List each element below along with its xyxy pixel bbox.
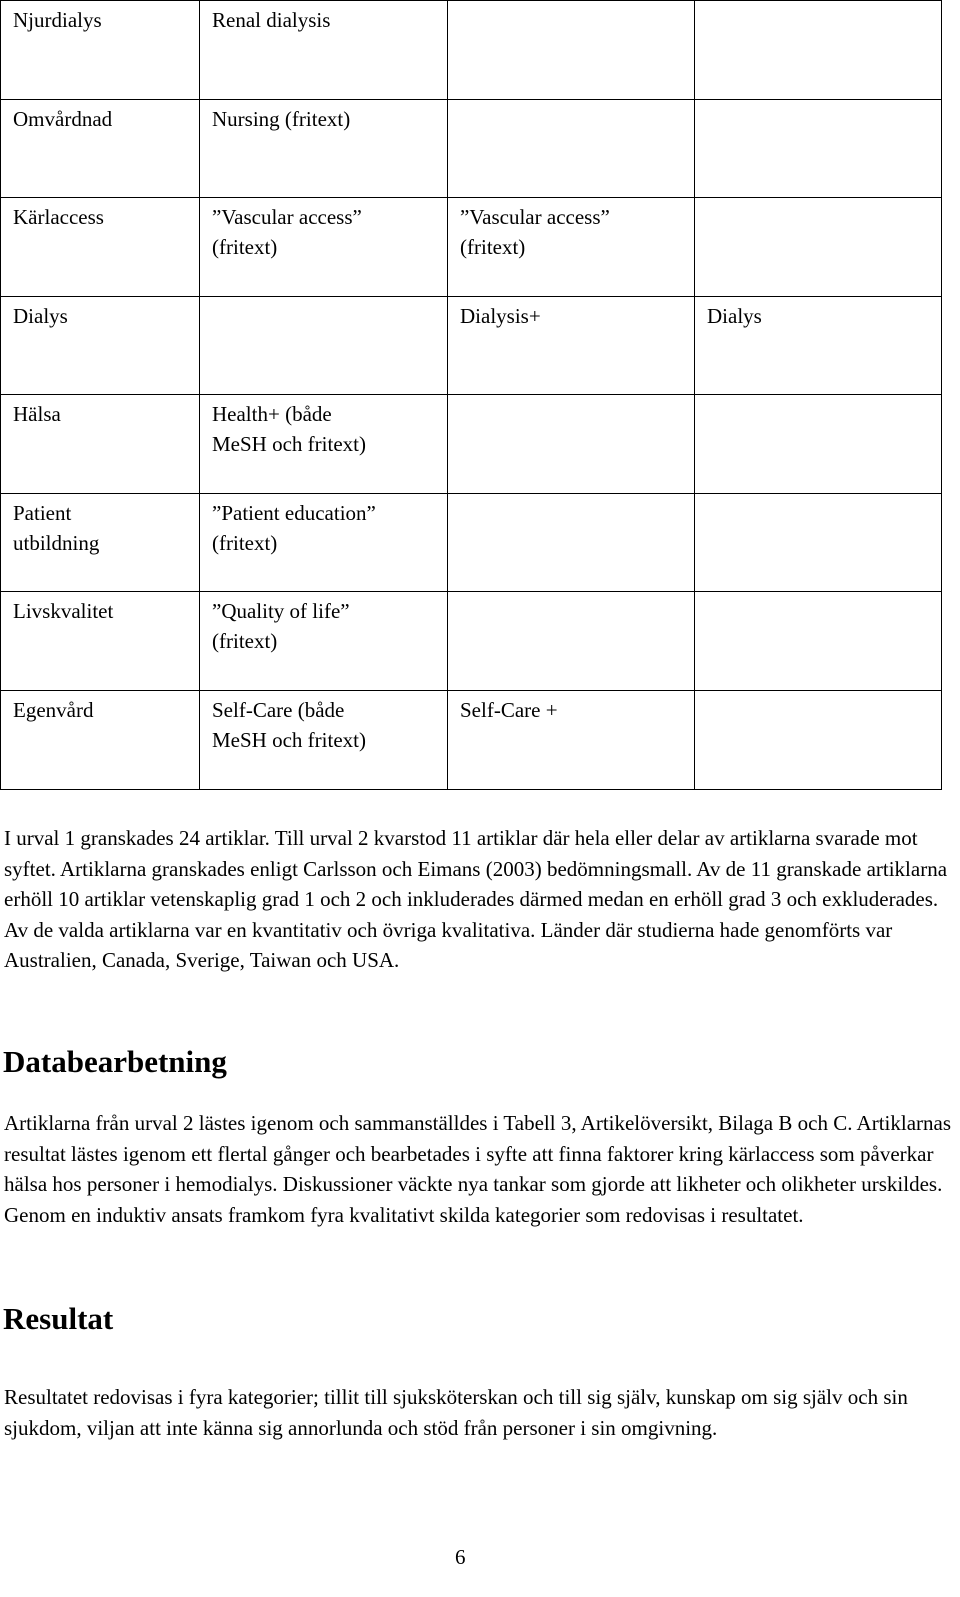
selection-paragraph: I urval 1 granskades 24 artiklar. Till urval 2 kvarstod 11 artiklar där hela eller delar av artiklarna svarade mot syftet. Artiklarna granskades enligt Carlsson och Eimans (2003) bedömningsmall. Av de 11 granskade artiklarna erhöll 10 artiklar vetenskaplig grad 1 och 2 och inkluderades därmed medan en erhöll grad 3 och exkluderades. Av de valda artiklarna var en kvantitativ och övriga kvalitativa. Länder där studierna hade genomförts var Australien, Canada, Sverige, Taiwan och USA.	[4, 826, 948, 973]
section-heading-resultat: Resultat	[3, 1301, 114, 1336]
table-cell: Dialysis+	[448, 297, 695, 395]
table-cell: ”Vascular access” (fritext)	[448, 198, 695, 297]
table-cell: Njurdialys	[1, 1, 200, 100]
table-cell	[695, 592, 942, 691]
table-cell: ”Quality of life” (fritext)	[200, 592, 448, 691]
table-row	[1, 100, 942, 198]
table-row	[1, 691, 942, 790]
table-cell	[448, 494, 695, 592]
table-row	[1, 592, 942, 691]
table-cell	[448, 592, 695, 691]
table-cell: ”Patient education” (fritext)	[200, 494, 448, 592]
table-cell	[448, 100, 695, 198]
table-cell: Self-Care +	[448, 691, 695, 790]
table-cell	[695, 198, 942, 297]
table-cell: Egenvård	[1, 691, 200, 790]
table-cell: Patient utbildning	[1, 494, 200, 592]
table-cell: Hälsa	[1, 395, 200, 494]
table-cell: Omvårdnad	[1, 100, 200, 198]
table-cell: Dialys	[695, 297, 942, 395]
table-row	[1, 1, 942, 100]
table-cell	[695, 395, 942, 494]
table-row	[1, 297, 942, 395]
table-row	[1, 395, 942, 494]
data-processing-paragraph: Artiklarna från urval 2 lästes igenom och sammanställdes i Tabell 3, Artikelöversikt, Bilaga B och C. Artiklarnas resultat lästes igenom ett flertal gånger och bearbetades i syfte att finna faktorer kring kärlaccess som påverkar hälsa hos personer i hemodialys. Diskussioner väckte nya tankar som gjorde att likheter och olikheter urskildes. Genom en induktiv ansats framkom fyra kvalitativt skilda kategorier som redovisas i resultatet.	[4, 1111, 952, 1227]
table-cell: Nursing (fritext)	[200, 100, 448, 198]
page-number: 6	[455, 1545, 466, 1569]
table-cell	[695, 494, 942, 592]
search-terms-table	[0, 0, 942, 790]
table-cell: Dialys	[1, 297, 200, 395]
table-cell: Kärlaccess	[1, 198, 200, 297]
table-cell	[448, 395, 695, 494]
section-heading-databearbetning: Databearbetning	[3, 1044, 227, 1079]
table-cell	[448, 1, 695, 100]
table-row	[1, 198, 942, 297]
table-row	[1, 494, 942, 592]
table-cell	[200, 297, 448, 395]
table-cell: ”Vascular access” (fritext)	[200, 198, 448, 297]
table-cell: Livskvalitet	[1, 592, 200, 691]
table-cell	[695, 100, 942, 198]
table-cell	[695, 1, 942, 100]
table-cell: Health+ (både MeSH och fritext)	[200, 395, 448, 494]
results-paragraph: Resultatet redovisas i fyra kategorier; tillit till sjuksköterskan och till sig själv, kunskap om sig själv och sin sjukdom, viljan att inte känna sig annorlunda och stöd från personer i sin omgivning.	[4, 1385, 908, 1440]
table-cell: Renal dialysis	[200, 1, 448, 100]
table-cell	[695, 691, 942, 790]
table-cell: Self-Care (både MeSH och fritext)	[200, 691, 448, 790]
